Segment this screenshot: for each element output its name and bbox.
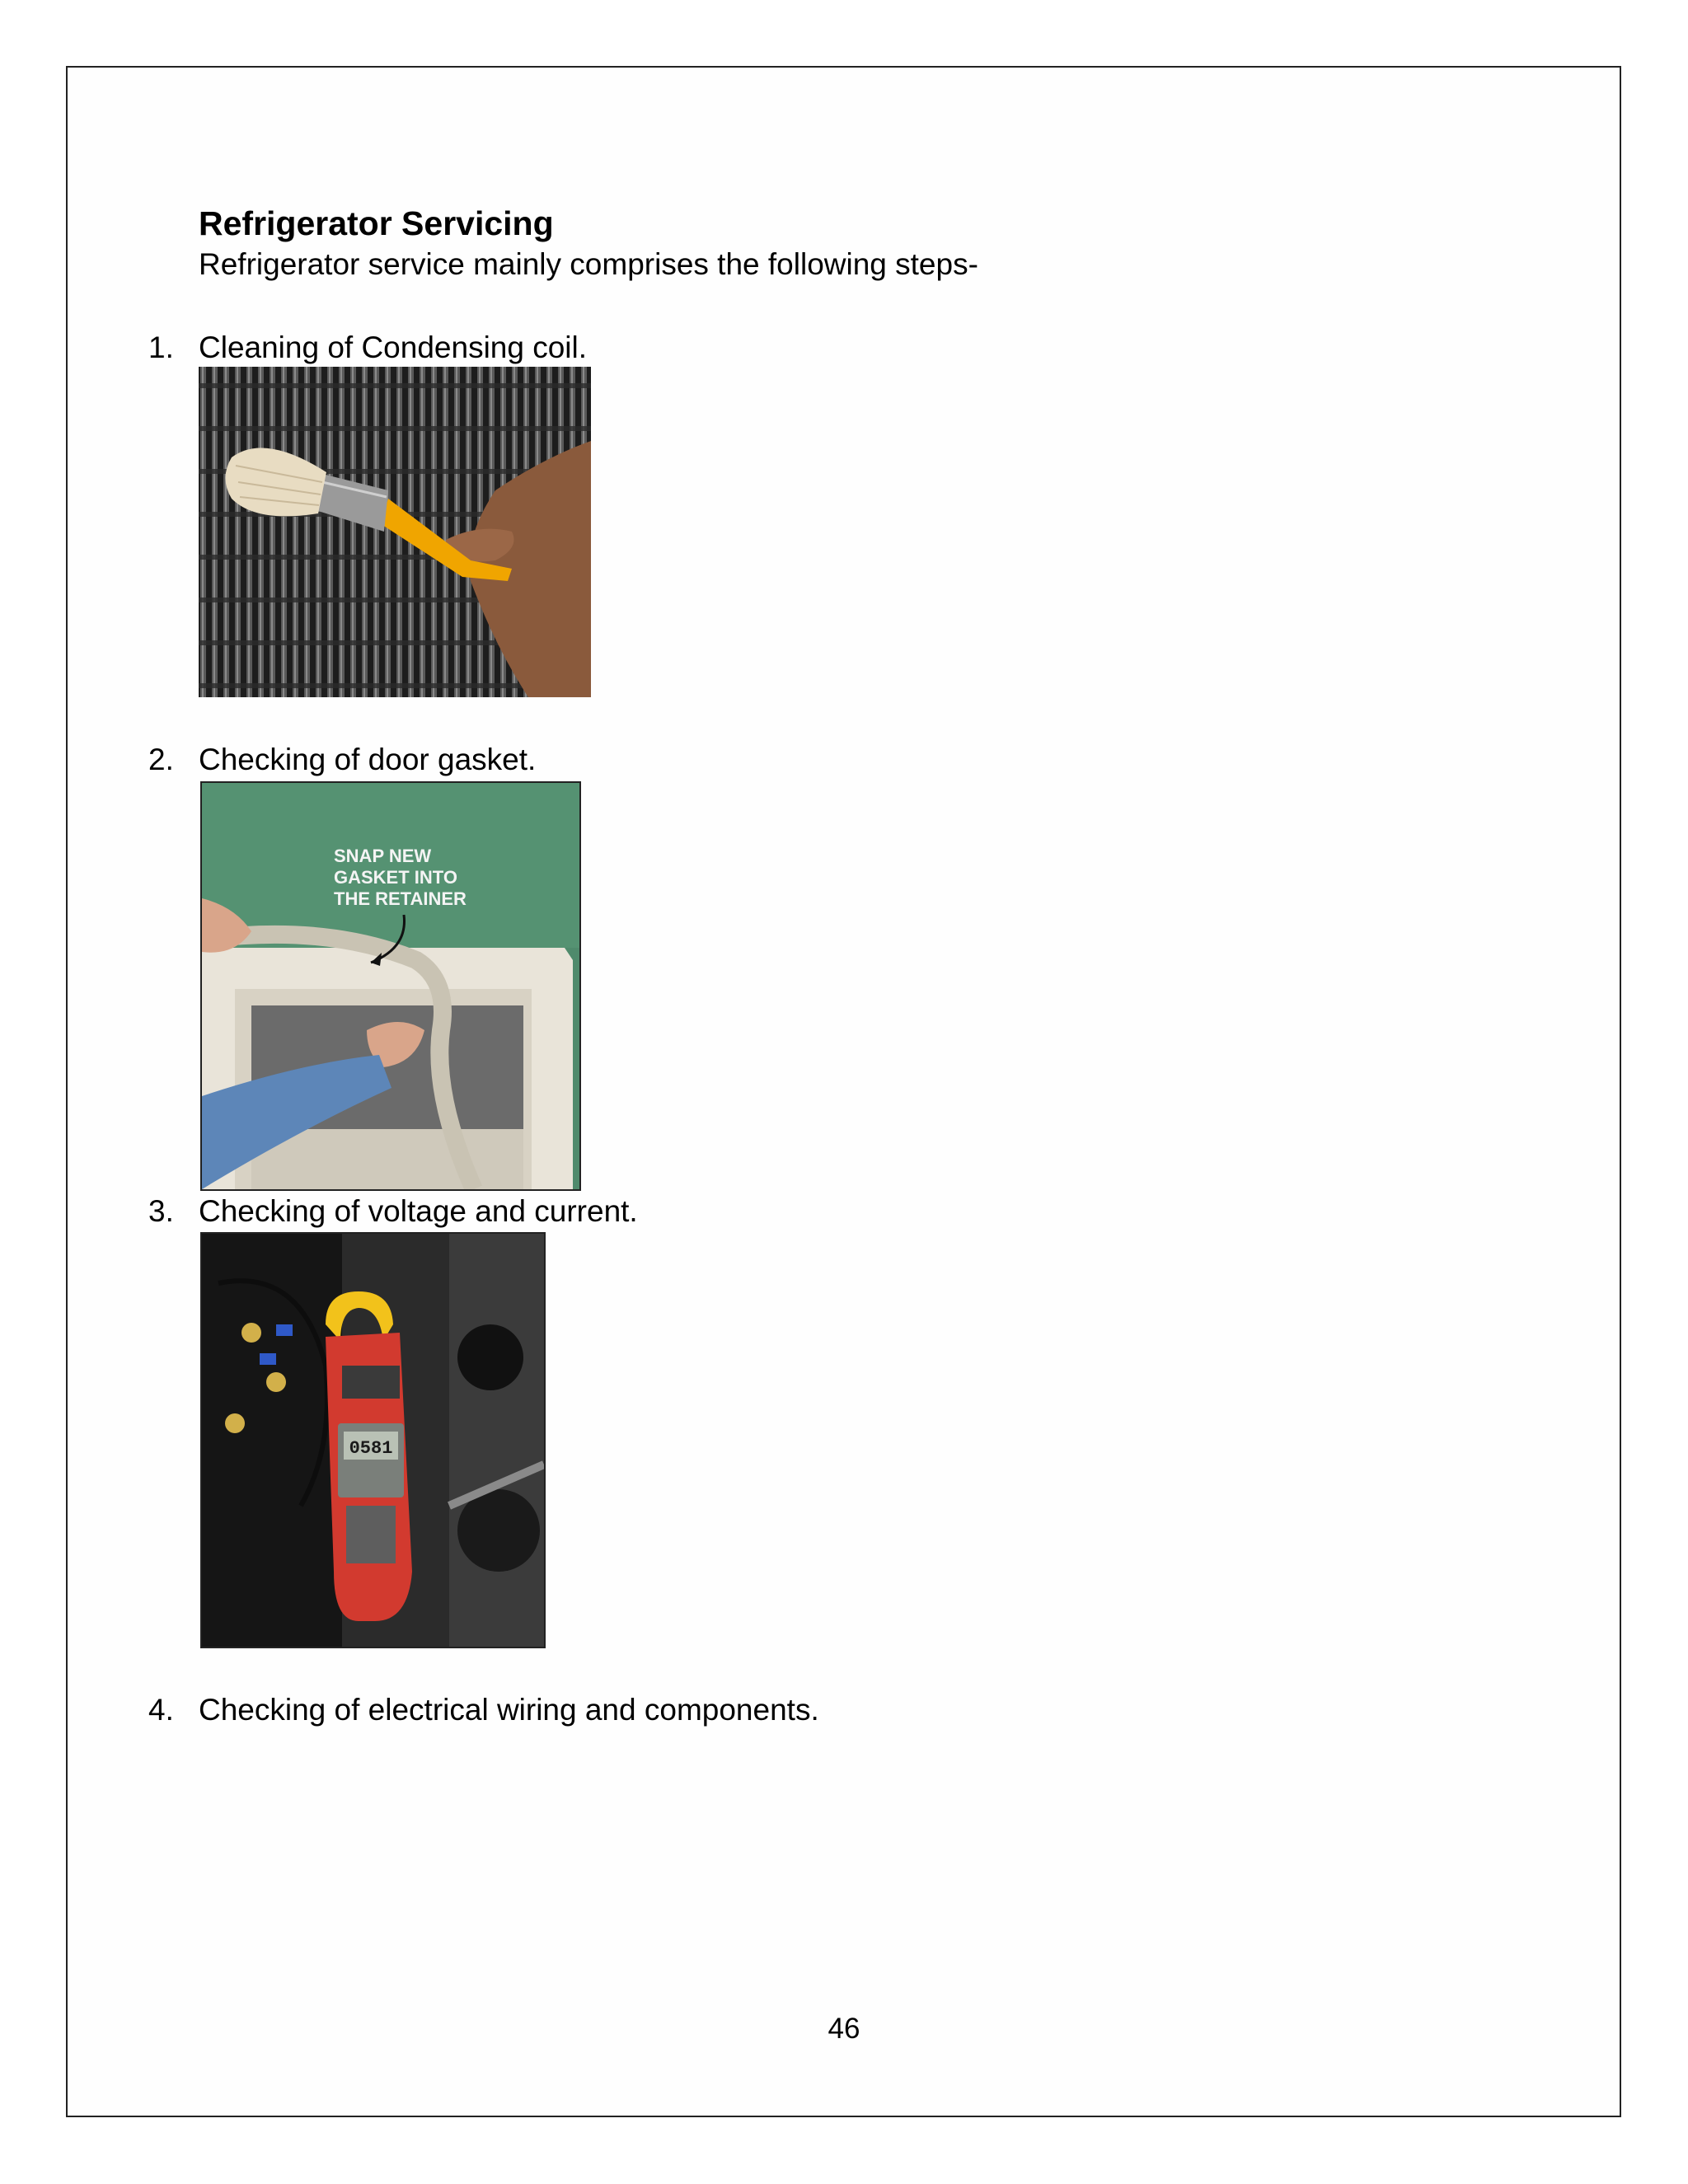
step-2-text: Checking of door gasket. [199,743,537,776]
clamp-meter-photo [200,1232,546,1648]
gasket-caption-line-3: THE RETAINER [334,888,467,909]
gasket-caption-line-1: SNAP NEW [334,846,432,866]
step-2-number: 2. [148,743,174,776]
door-gasket-photo [200,781,581,1191]
step-4-text: Checking of electrical wiring and components. [199,1693,819,1727]
step-1-text: Cleaning of Condensing coil. [199,330,588,364]
step-3-text: Checking of voltage and current. [199,1194,638,1228]
intro-text: Refrigerator service mainly comprises the following steps- [199,247,978,281]
step-4-number: 4. [148,1693,174,1727]
step-1-number: 1. [148,330,174,364]
step-3-number: 3. [148,1194,174,1228]
meter-display-reading: 0581 [349,1438,393,1459]
condenser-coil-cleaning-photo [199,367,591,697]
gasket-caption-line-2: GASKET INTO [334,867,457,888]
page-title: Refrigerator Servicing [199,204,554,242]
page-number: 46 [828,2013,860,2045]
